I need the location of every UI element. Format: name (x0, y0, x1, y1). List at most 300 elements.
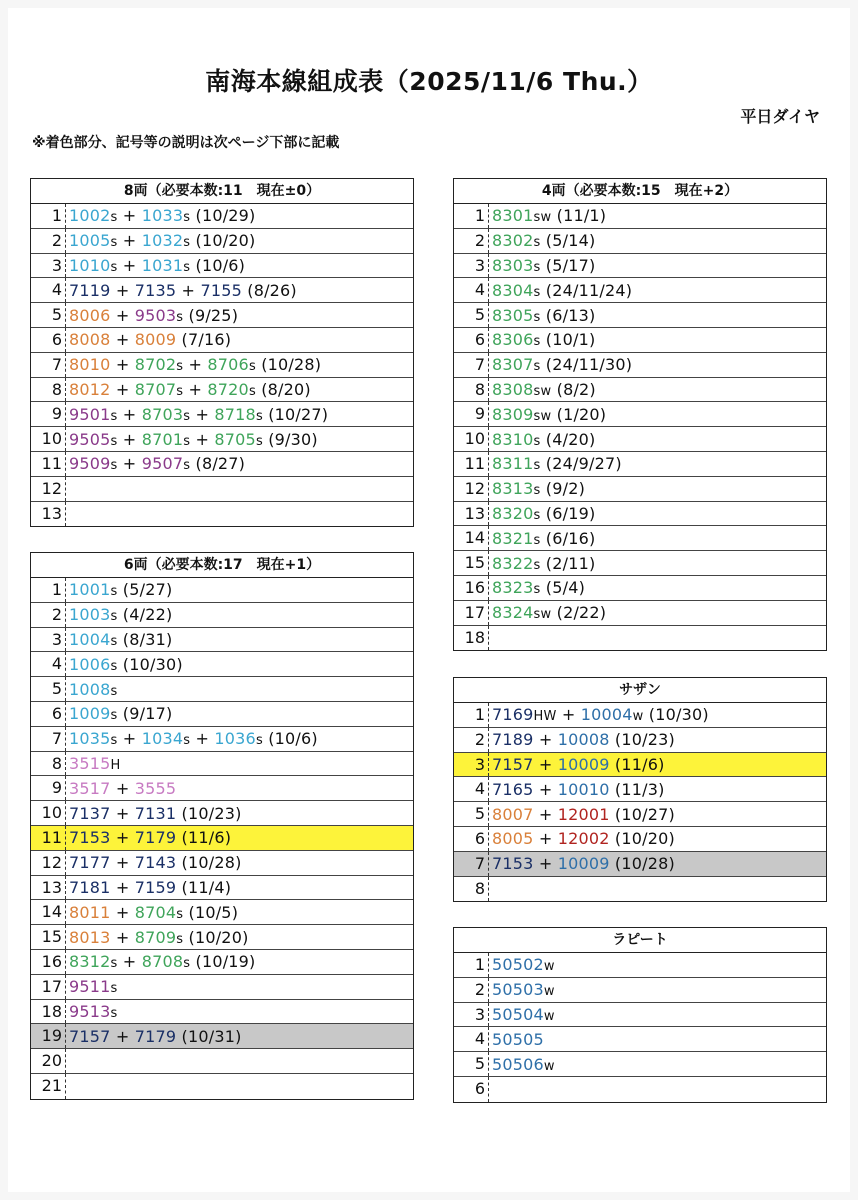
formation-cell (66, 405, 328, 424)
table-row (31, 603, 413, 628)
formation-text: (10/20) (183, 927, 249, 947)
car-suffix: s (110, 633, 118, 649)
formation-text: (5/4) (540, 578, 586, 598)
formation-cell (489, 603, 606, 622)
table-row (454, 1003, 826, 1028)
car-suffix: s (110, 210, 118, 226)
car-suffix: sw (533, 210, 552, 226)
car-suffix: H (110, 757, 121, 773)
car-number: 8007 (492, 804, 534, 824)
car-suffix: s (533, 532, 541, 548)
row-number: 17 (31, 975, 66, 999)
row-number: 9 (31, 776, 66, 800)
formation-cell (66, 928, 249, 947)
table-header: 4両（必要本数:15 現在+2） (454, 179, 826, 204)
row-number: 12 (31, 851, 66, 875)
table-row (454, 877, 826, 902)
row-number: 18 (31, 1000, 66, 1024)
car-number: 8013 (69, 927, 111, 947)
row-number: 12 (31, 477, 66, 501)
car-number: 8324 (492, 603, 534, 623)
car-number: 8323 (492, 578, 534, 598)
row-number: 2 (31, 229, 66, 253)
car-number: 8311 (492, 454, 534, 474)
table-row (454, 254, 826, 279)
row-number: 6 (454, 328, 489, 352)
car-suffix: sw (533, 607, 552, 623)
car-number: 1032 (141, 231, 184, 251)
formation-text: (10/27) (262, 404, 329, 424)
formation-text: + (533, 854, 558, 874)
formation-text: (10/28) (609, 854, 675, 874)
table-row (31, 452, 413, 477)
car-number: 8009 (134, 330, 177, 350)
formation-cell (489, 479, 585, 498)
table-row (454, 328, 826, 353)
row-number: 7 (31, 353, 66, 377)
car-suffix: s (110, 609, 118, 625)
car-number: 9501 (69, 404, 111, 424)
car-number: 7153 (492, 854, 534, 874)
car-suffix: HW (533, 709, 557, 725)
row-number: 16 (31, 950, 66, 974)
formation-cell (66, 306, 238, 325)
formation-text: + (117, 454, 142, 474)
car-suffix: s (176, 906, 184, 922)
formation-text: (10/30) (643, 705, 709, 725)
formation-text: (1/20) (551, 404, 607, 424)
row-number: 3 (454, 753, 489, 777)
formation-cell (489, 854, 675, 873)
car-suffix: s (183, 458, 191, 474)
formation-text: + (117, 206, 142, 226)
table-row (454, 378, 826, 403)
car-number: 8322 (492, 553, 534, 573)
formation-text: (11/3) (609, 779, 665, 799)
car-suffix: s (110, 235, 118, 251)
formation-text: (11/6) (176, 828, 232, 848)
car-number: 8302 (492, 231, 534, 251)
car-number: 8305 (492, 305, 534, 325)
table-row (454, 753, 826, 778)
table-row (454, 953, 826, 978)
formation-cell (66, 977, 118, 996)
page-title: 南海本線組成表（2025/11/6 Thu.） (205, 67, 653, 96)
table-row (454, 477, 826, 502)
car-number: 9507 (141, 454, 184, 474)
car-number: 8707 (134, 379, 177, 399)
car-number: 1010 (69, 255, 111, 275)
car-suffix: s (183, 733, 191, 749)
row-number: 3 (454, 254, 489, 278)
car-number: 7165 (492, 779, 534, 799)
formation-text: (9/2) (540, 479, 586, 499)
table-row (454, 551, 826, 576)
car-number: 8718 (214, 404, 256, 424)
table-row (454, 353, 826, 378)
table-row (31, 876, 413, 901)
formation-text: (2/11) (540, 553, 596, 573)
formation-cell (489, 355, 632, 374)
row-number: 3 (31, 628, 66, 652)
row-number: 15 (31, 925, 66, 949)
table-southern (453, 677, 827, 902)
formation-cell (489, 980, 555, 999)
formation-text: (8/27) (190, 454, 246, 474)
table-row (454, 204, 826, 229)
formation-text: + (533, 754, 558, 774)
formation-text: + (110, 1026, 135, 1046)
table-row (454, 278, 826, 303)
car-suffix: sw (533, 383, 552, 399)
formation-cell (66, 878, 231, 897)
formation-text: (24/9/27) (540, 454, 622, 474)
car-number: 1034 (141, 729, 184, 749)
formation-cell (489, 955, 555, 974)
formation-text: + (533, 730, 558, 750)
car-suffix: s (533, 259, 541, 275)
table-row (31, 229, 413, 254)
formation-text: + (117, 255, 142, 275)
formation-cell (489, 330, 595, 349)
formation-text: + (556, 705, 581, 725)
car-number: 8011 (69, 902, 111, 922)
row-number: 2 (454, 229, 489, 253)
car-number: 8304 (492, 280, 534, 300)
table-row (31, 1074, 413, 1099)
table-row (454, 1077, 826, 1102)
formation-cell (66, 853, 242, 872)
car-number: 9505 (69, 429, 111, 449)
car-suffix: s (255, 733, 263, 749)
table-row (31, 328, 413, 353)
table-row (454, 402, 826, 427)
table-row (454, 827, 826, 852)
row-number: 1 (31, 204, 66, 228)
table-row (31, 950, 413, 975)
formation-cell (66, 231, 256, 250)
car-number: 8010 (69, 355, 111, 375)
formation-text: + (117, 729, 142, 749)
table-row (454, 427, 826, 452)
car-number: 1033 (141, 206, 184, 226)
car-number: 8702 (134, 355, 177, 375)
formation-text: + (110, 305, 135, 325)
car-number: 10008 (557, 730, 610, 750)
row-number: 5 (454, 1052, 489, 1076)
formation-cell (489, 829, 675, 848)
car-suffix: s (110, 981, 118, 997)
car-number: 8709 (134, 927, 177, 947)
formation-text: (9/25) (183, 305, 239, 325)
formation-text: + (117, 429, 142, 449)
car-suffix: s (533, 433, 541, 449)
formation-cell (489, 529, 595, 548)
formation-text: (8/2) (551, 379, 596, 399)
car-number: 8308 (492, 379, 534, 399)
formation-text: + (117, 952, 142, 972)
formation-cell (489, 1005, 555, 1024)
car-suffix: s (533, 483, 541, 499)
row-number: 17 (454, 601, 489, 625)
car-number: 8708 (141, 952, 184, 972)
table-6-car (30, 552, 414, 1100)
row-number: 10 (454, 427, 489, 451)
row-number: 7 (454, 353, 489, 377)
row-number: 6 (454, 827, 489, 851)
formation-cell (489, 405, 606, 424)
row-number: 16 (454, 576, 489, 600)
table-8-car (30, 178, 414, 527)
row-number: 6 (31, 702, 66, 726)
row-number: 8 (31, 752, 66, 776)
car-suffix: s (248, 359, 256, 375)
formation-text: (10/31) (176, 1026, 242, 1046)
formation-cell (66, 330, 231, 349)
row-number: 2 (454, 978, 489, 1002)
table-row (31, 1049, 413, 1074)
car-number: 50503 (492, 980, 544, 1000)
car-number: 1002 (69, 206, 111, 226)
table-row (31, 752, 413, 777)
car-number: 7177 (69, 853, 111, 873)
car-suffix: s (176, 931, 184, 947)
formation-cell (66, 828, 231, 847)
table-rapit (453, 927, 827, 1103)
formation-cell (489, 1055, 555, 1074)
formation-text: + (533, 804, 558, 824)
formation-cell (66, 655, 183, 674)
car-number: 7157 (492, 754, 534, 774)
formation-text: (6/19) (540, 503, 596, 523)
formation-text: (5/27) (117, 580, 173, 600)
car-suffix: s (110, 259, 118, 275)
car-number: 1008 (69, 679, 111, 699)
row-number: 9 (31, 402, 66, 426)
row-number: 11 (31, 826, 66, 850)
car-suffix: w (632, 709, 644, 725)
table-row (454, 576, 826, 601)
formation-text: (10/20) (190, 231, 256, 251)
table-row (31, 702, 413, 727)
car-suffix: s (183, 235, 191, 251)
formation-text: (10/6) (262, 729, 318, 749)
car-number: 10009 (557, 754, 610, 774)
table-row (454, 452, 826, 477)
row-number: 7 (31, 727, 66, 751)
formation-text: + (110, 778, 135, 798)
car-number: 9513 (69, 1001, 111, 1021)
car-number: 7153 (69, 828, 111, 848)
car-number: 3555 (134, 778, 177, 798)
formation-cell (489, 554, 595, 573)
car-number: 8704 (134, 902, 177, 922)
car-number: 8312 (69, 952, 111, 972)
table-row (31, 477, 413, 502)
formation-cell (489, 206, 606, 225)
car-number: 8321 (492, 528, 534, 548)
car-suffix: s (110, 458, 118, 474)
car-number: 8310 (492, 429, 534, 449)
car-suffix: sw (533, 408, 552, 424)
car-suffix: s (176, 383, 184, 399)
table-row (31, 652, 413, 677)
car-suffix: s (110, 956, 118, 972)
table-row (31, 402, 413, 427)
table-header: ラピート (454, 928, 826, 953)
formation-text: (10/1) (540, 330, 596, 350)
formation-text: (10/23) (176, 803, 242, 823)
table-row (454, 703, 826, 728)
formation-text: (10/19) (190, 952, 256, 972)
car-number: 7179 (134, 828, 177, 848)
table-row (31, 727, 413, 752)
car-number: 7119 (69, 280, 111, 300)
formation-cell (66, 952, 256, 971)
table-row (31, 801, 413, 826)
row-number: 4 (31, 652, 66, 676)
car-number: 1004 (69, 629, 111, 649)
formation-cell (66, 704, 172, 723)
car-number: 7179 (134, 1026, 177, 1046)
table-row (31, 677, 413, 702)
row-number: 13 (454, 502, 489, 526)
car-suffix: s (110, 708, 118, 724)
formation-cell (66, 779, 176, 798)
formation-cell (489, 705, 709, 724)
formation-cell (66, 630, 172, 649)
row-number: 19 (31, 1024, 66, 1048)
formation-text: (24/11/30) (540, 355, 633, 375)
formation-text: + (183, 379, 208, 399)
formation-cell (489, 504, 595, 523)
table-row (31, 628, 413, 653)
formation-text: (10/23) (609, 730, 675, 750)
car-number: 7135 (134, 280, 177, 300)
formation-cell (489, 578, 585, 597)
formation-cell (489, 256, 595, 275)
car-number: 9503 (134, 305, 177, 325)
row-number: 14 (31, 900, 66, 924)
formation-cell (489, 430, 595, 449)
car-number: 8307 (492, 355, 534, 375)
formation-text: (4/22) (117, 605, 173, 625)
car-number: 7143 (134, 853, 177, 873)
row-number: 8 (454, 877, 489, 902)
table-4-car (453, 178, 827, 651)
table-row (31, 278, 413, 303)
car-number: 1036 (214, 729, 256, 749)
row-number: 13 (31, 502, 66, 527)
formation-text: (11/6) (609, 754, 665, 774)
formation-cell (66, 729, 318, 748)
car-number: 50506 (492, 1054, 544, 1074)
car-suffix: s (533, 284, 541, 300)
formation-text: (10/29) (190, 206, 256, 226)
table-row (31, 975, 413, 1000)
car-suffix: w (543, 1058, 555, 1074)
schedule-label: 平日ダイヤ (740, 107, 820, 126)
car-number: 9509 (69, 454, 111, 474)
car-suffix: s (110, 584, 118, 600)
car-number: 8705 (214, 429, 256, 449)
formation-cell (66, 754, 121, 773)
row-number: 3 (31, 254, 66, 278)
row-number: 18 (454, 626, 489, 651)
row-number: 5 (454, 802, 489, 826)
car-number: 8006 (69, 305, 111, 325)
car-suffix: s (533, 235, 541, 251)
row-number: 4 (454, 278, 489, 302)
car-number: 1009 (69, 704, 111, 724)
formation-cell (66, 256, 245, 275)
row-number: 9 (454, 402, 489, 426)
table-header: 8両（必要本数:11 現在±0） (31, 179, 413, 204)
formation-text: (10/30) (117, 654, 183, 674)
row-number: 2 (454, 728, 489, 752)
formation-cell (66, 454, 245, 473)
row-number: 5 (31, 303, 66, 327)
car-suffix: s (176, 309, 184, 325)
car-number: 8706 (207, 355, 249, 375)
formation-text: + (110, 280, 135, 300)
formation-text: (5/17) (540, 255, 596, 275)
formation-text: + (110, 379, 135, 399)
car-number: 7189 (492, 730, 534, 750)
formation-text: (10/6) (190, 255, 246, 275)
formation-text: (6/16) (540, 528, 596, 548)
formation-text: (10/28) (176, 853, 242, 873)
table-row (454, 1052, 826, 1077)
formation-cell (66, 903, 238, 922)
formation-text: (10/28) (255, 355, 322, 375)
row-number: 6 (454, 1077, 489, 1102)
car-suffix: s (110, 408, 118, 424)
car-number: 1006 (69, 654, 111, 674)
car-suffix: s (533, 557, 541, 573)
car-number: 50502 (492, 955, 544, 975)
row-number: 12 (454, 477, 489, 501)
car-number: 10010 (557, 779, 610, 799)
row-number: 14 (454, 526, 489, 550)
formation-text: (6/13) (540, 305, 596, 325)
formation-text: + (190, 729, 215, 749)
car-number: 9511 (69, 977, 111, 997)
car-suffix: s (533, 507, 541, 523)
car-number: 1035 (69, 729, 111, 749)
car-number: 8309 (492, 404, 534, 424)
formation-cell (66, 804, 242, 823)
table-header: サザン (454, 678, 826, 703)
car-number: 3517 (69, 778, 111, 798)
row-number: 21 (31, 1074, 66, 1099)
table-row (31, 303, 413, 328)
formation-cell (66, 580, 172, 599)
row-number: 10 (31, 801, 66, 825)
car-suffix: w (543, 959, 555, 975)
car-suffix: s (176, 359, 184, 375)
formation-text: + (183, 355, 208, 375)
car-number: 10004 (580, 705, 633, 725)
formation-text: (9/30) (262, 429, 318, 449)
car-suffix: s (110, 733, 118, 749)
row-number: 15 (454, 551, 489, 575)
formation-cell (489, 805, 675, 824)
table-row (454, 502, 826, 527)
car-number: 12002 (557, 829, 610, 849)
formation-cell (66, 1002, 118, 1021)
formation-text: (8/20) (255, 379, 311, 399)
